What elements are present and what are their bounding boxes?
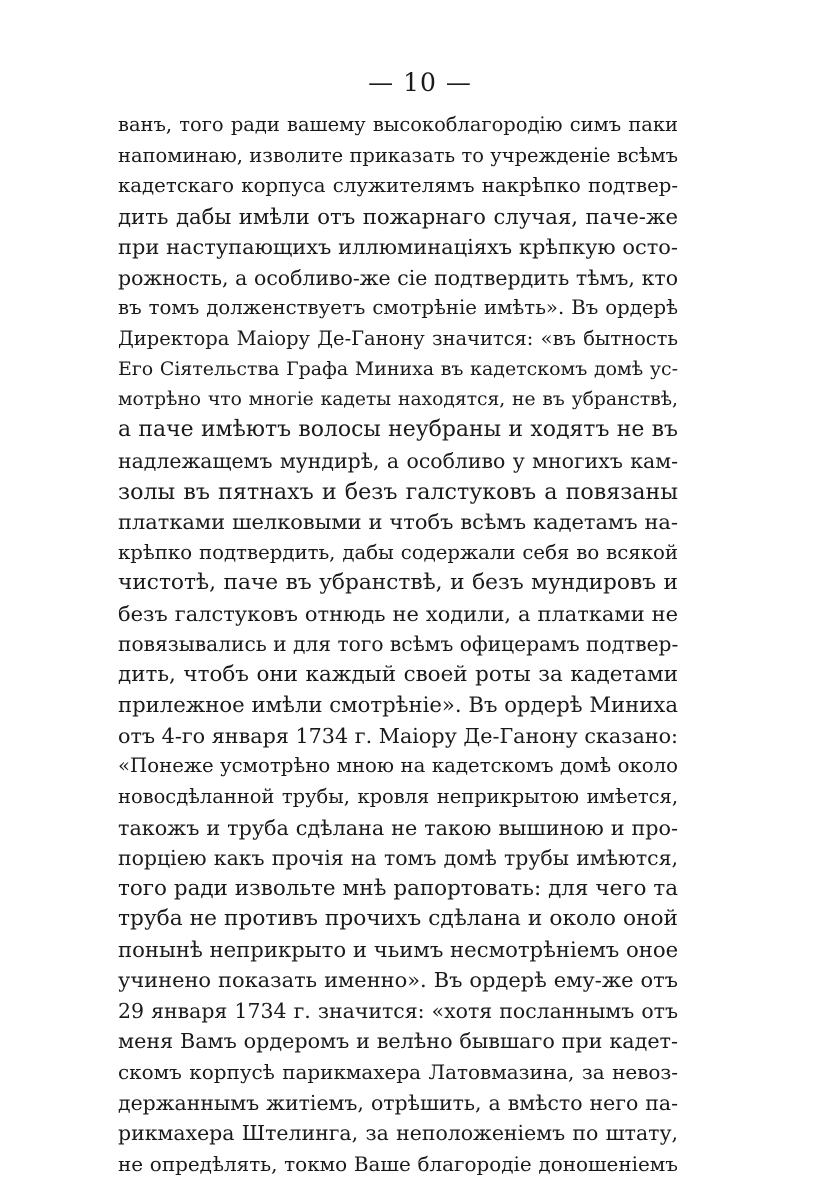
text-line: отъ 4-го января 1734 г. Маіору Де-Ганону сказано: bbox=[118, 723, 678, 748]
text-line: кадетскаго корпуса служителямъ накрѣпко подтвер- bbox=[118, 174, 678, 198]
text-line: рикмахера Штелинга, за неположеніемъ по штату, bbox=[118, 1121, 678, 1146]
text-line: 29 января 1734 г. значится: «хотя посланнымъ отъ bbox=[118, 998, 678, 1023]
text-line: скомъ корпусѣ парикмахера Латовмазина, за невоз- bbox=[118, 1059, 678, 1084]
text-line: повязывались и для того всѣмъ офицерамъ подтвер- bbox=[118, 632, 678, 657]
text-line: надлежащемъ мундирѣ, а особливо у многихъ кам- bbox=[118, 449, 678, 474]
text-line: не опредѣлять, токмо Ваше благородіе доношеніемъ bbox=[118, 1151, 678, 1176]
text-line: прилежное имѣли смотрѣніе». Въ ордерѣ Миниха bbox=[118, 692, 678, 718]
text-line: при наступающихъ иллюминаціяхъ крѣпкую осто- bbox=[118, 235, 678, 260]
text-line: труба не противъ прочихъ сдѣлана и около оной bbox=[118, 906, 678, 932]
text-line: порціею какъ прочія на томъ домѣ трубы имѣются, bbox=[118, 846, 678, 871]
text-line: Его Сіятельства Графа Миниха въ кадетскомъ домѣ ус- bbox=[118, 358, 678, 381]
text-line: безъ галстуковъ отнюдь не ходили, а платками не bbox=[118, 601, 678, 626]
text-line: такожъ и труба сдѣлана не такою вышиною и про- bbox=[118, 815, 678, 840]
text-line: напоминаю, изволите приказать то учрежденіе всѣмъ bbox=[118, 143, 678, 167]
text-line: чистотѣ, паче въ убранствѣ, и безъ мундировъ и bbox=[118, 570, 678, 596]
text-line: дить дабы имѣли отъ пожарнаго случая, паче-же bbox=[118, 203, 678, 229]
text-line: меня Вамъ ордеромъ и велѣно бывшаго при кадет- bbox=[118, 1029, 678, 1054]
text-line: платками шелковыми и чтобъ всѣмъ кадетамъ на- bbox=[118, 510, 678, 535]
text-line: понынѣ неприкрыто и чьимъ несмотрѣніемъ оное bbox=[118, 936, 678, 962]
text-line: того ради извольте мнѣ рапортовать: для чего та bbox=[118, 875, 678, 901]
text-line: въ томъ долженствуетъ смотрѣніе имѣть». Въ ордерѣ bbox=[118, 296, 678, 320]
text-line: держаннымъ житіемъ, отрѣшить, а вмѣсто него па- bbox=[118, 1090, 678, 1115]
text-line: крѣпко подтвердить, дабы содержали себя во всякой bbox=[118, 540, 678, 564]
text-line: «Понеже усмотрѣно мною на кадетскомъ домѣ около bbox=[118, 754, 678, 778]
text-line: рожность, а особливо-же сіе подтвердить тѣмъ, кто bbox=[118, 265, 678, 290]
body-text bbox=[118, 110, 678, 1179]
text-line: новосдѣланной трубы, кровля неприкрытою имѣется, bbox=[118, 785, 678, 809]
text-line: ванъ, того ради вашему высокоблагородію симъ паки bbox=[118, 113, 678, 136]
text-line: мотрѣно что многіе кадеты находятся, не въ убранствѣ, bbox=[118, 388, 678, 410]
text-line: дить, чтобъ они каждый своей роты за кадетами bbox=[118, 661, 678, 687]
text-line: золы въ пятнахъ и безъ галстуковъ а повязаны bbox=[118, 478, 678, 505]
page-number: — 10 — bbox=[368, 68, 472, 97]
text-line: Директора Маіору Де-Ганону значится: «въ бытность bbox=[118, 326, 678, 350]
text-line: а паче имѣютъ волосы неубраны и ходятъ не въ bbox=[118, 417, 678, 443]
text-line: учинено показать именно». Въ ордерѣ ему-же отъ bbox=[118, 968, 678, 993]
